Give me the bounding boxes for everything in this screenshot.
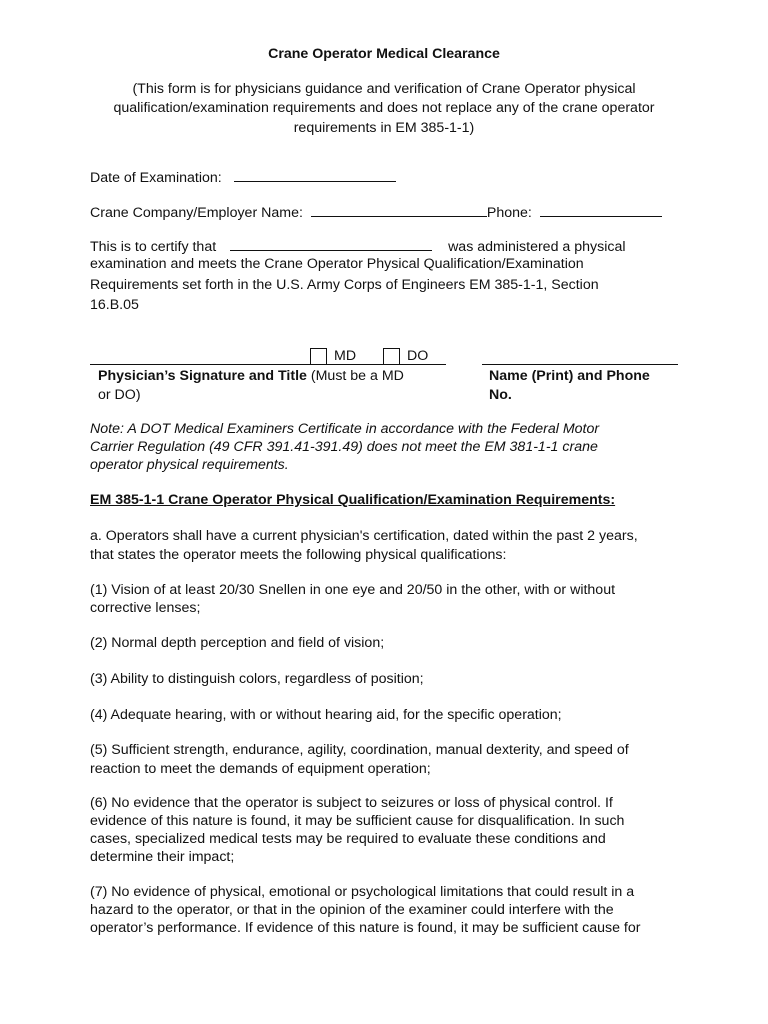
note-line-3: operator physical requirements. xyxy=(90,457,289,473)
requirement-6-line-4: determine their impact; xyxy=(90,849,235,865)
requirement-7-line-2: hazard to the operator, or that in the opinion of the examiner could interfere with the xyxy=(90,902,614,918)
note-line-1: Note: A DOT Medical Examiners Certificate in accordance with the Federal Motor xyxy=(90,421,600,437)
requirements-heading: EM 385-1-1 Crane Operator Physical Qualification/Examination Requirements: xyxy=(90,492,616,508)
certify-line-4: 16.B.05 xyxy=(90,297,139,313)
requirement-a-line-2: that states the operator meets the following physical qualifications: xyxy=(90,547,507,563)
requirement-6-line-1: (6) No evidence that the operator is subject to seizures or loss of physical control. If xyxy=(90,795,613,811)
requirement-6-line-3: cases, specialized medical tests may be required to evaluate these conditions and xyxy=(90,831,606,847)
requirement-1-line-1: (1) Vision of at least 20/30 Snellen in one eye and 20/50 in the other, with or without xyxy=(90,582,616,598)
md-label: MD xyxy=(334,348,357,364)
certify-line-3: Requirements set forth in the U.S. Army Corps of Engineers EM 385-1-1, Section xyxy=(90,277,599,293)
name-phone-label-1: Name (Print) and Phone xyxy=(489,368,650,384)
operator-name-field[interactable] xyxy=(230,234,432,251)
md-checkbox[interactable] xyxy=(310,348,327,365)
phone-label: Phone: xyxy=(486,205,532,221)
note-line-2: Carrier Regulation (49 CFR 391.41-391.49) does not meet the EM 381-1-1 crane xyxy=(90,439,598,455)
date-row xyxy=(90,165,398,188)
requirement-3: (3) Ability to distinguish colors, regardless of position; xyxy=(90,671,424,687)
phone-field[interactable] xyxy=(540,200,662,217)
intro-line-1: (This form is for physicians guidance and verification of Crane Operator physical xyxy=(132,81,636,97)
do-checkbox[interactable] xyxy=(383,348,400,365)
employer-row xyxy=(90,200,664,223)
intro-line-3: requirements in EM 385-1-1) xyxy=(293,120,475,136)
signature-label-line-2: or DO) xyxy=(98,387,141,403)
form-title: Crane Operator Medical Clearance xyxy=(268,46,500,62)
certify-prefix: This is to certify that xyxy=(90,239,217,255)
requirement-a-line-1: a. Operators shall have a current physician's certification, dated within the past 2 years, xyxy=(90,528,638,544)
requirement-5-line-1: (5) Sufficient strength, endurance, agility, coordination, manual dexterity, and speed of xyxy=(90,742,629,758)
intro-line-2: qualification/examination requirements and does not replace any of the crane operator xyxy=(113,100,655,116)
employer-field[interactable] xyxy=(311,200,487,217)
name-phone-line xyxy=(482,364,678,365)
date-field[interactable] xyxy=(234,165,396,182)
signature-label xyxy=(98,366,404,386)
requirement-7-line-3: operator’s performance. If evidence of this nature is found, it may be sufficient cause for xyxy=(90,920,641,936)
date-label: Date of Examination: xyxy=(90,170,222,186)
requirement-6-line-2: evidence of this nature is found, it may be sufficient cause for disqualification. In such xyxy=(90,813,625,829)
do-label: DO xyxy=(407,348,429,364)
requirement-7-line-1: (7) No evidence of physical, emotional or psychological limitations that could result in a xyxy=(90,884,635,900)
signature-label-bold: Physician’s Signature and Title xyxy=(98,368,307,384)
certify-line-2: examination and meets the Crane Operator Physical Qualification/Examination xyxy=(90,256,584,272)
employer-label: Crane Company/Employer Name: xyxy=(90,205,303,221)
signature-label-rest: (Must be a MD xyxy=(306,368,404,384)
name-phone-label-2: No. xyxy=(489,387,512,403)
requirement-5-line-2: reaction to meet the demands of equipment operation; xyxy=(90,761,431,777)
certify-suffix: was administered a physical xyxy=(448,239,626,255)
requirement-1-line-2: corrective lenses; xyxy=(90,600,201,616)
requirement-4: (4) Adequate hearing, with or without hearing aid, for the specific operation; xyxy=(90,707,562,723)
requirement-2: (2) Normal depth perception and field of vision; xyxy=(90,635,385,651)
